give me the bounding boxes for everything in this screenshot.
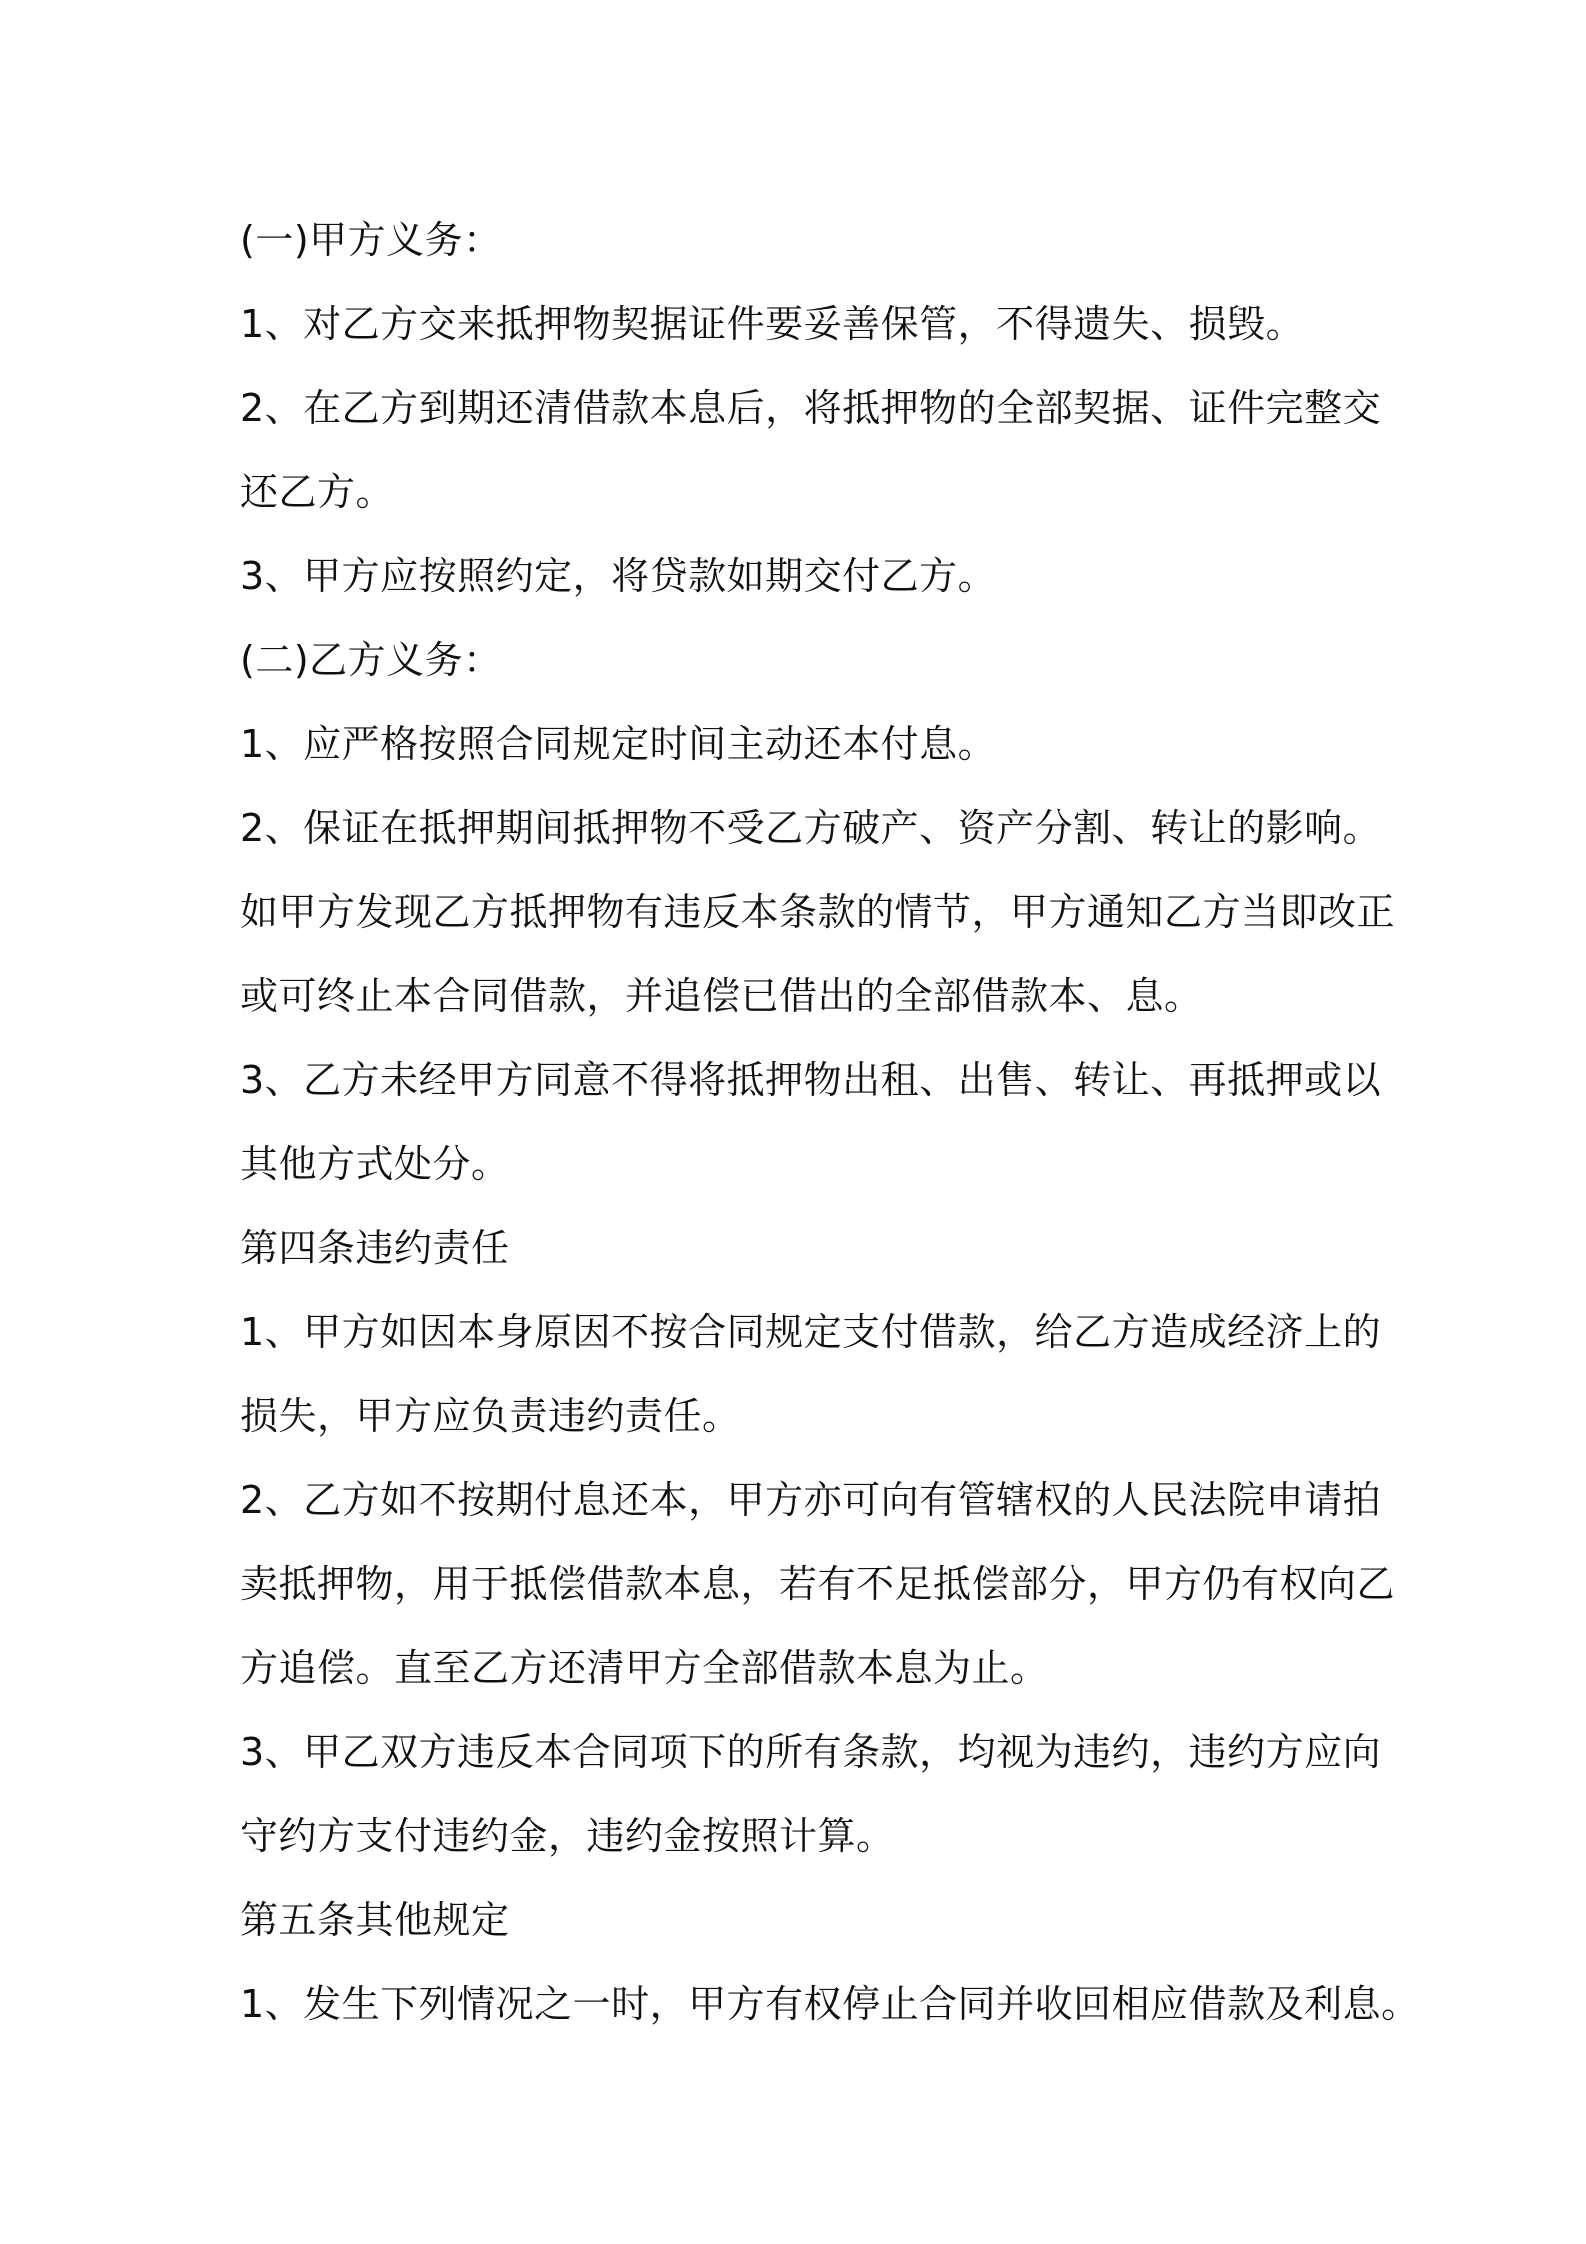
text-line: 如甲方发现乙方抵押物有违反本条款的情节，甲方通知乙方当即改正 bbox=[240, 890, 1396, 934]
text-line: 2、乙方如不按期付息还本，甲方亦可向有管辖权的人民法院申请拍 bbox=[240, 1478, 1382, 1522]
article-heading-other-provisions: 第五条其他规定 bbox=[240, 1898, 510, 1942]
text-line: 3、甲乙双方违反本合同项下的所有条款，均视为违约，违约方应向 bbox=[240, 1730, 1382, 1774]
text-line: 或可终止本合同借款，并追偿已借出的全部借款本、息。 bbox=[240, 974, 1203, 1018]
text-line: 3、甲方应按照约定，将贷款如期交付乙方。 bbox=[240, 554, 997, 598]
text-line: 1、甲方如因本身原因不按合同规定支付借款，给乙方造成经济上的 bbox=[240, 1310, 1382, 1354]
text-line: 损失，甲方应负责违约责任。 bbox=[240, 1394, 741, 1438]
text-line: 还乙方。 bbox=[240, 470, 395, 514]
text-line: 其他方式处分。 bbox=[240, 1142, 510, 1186]
text-line: 1、发生下列情况之一时，甲方有权停止合同并收回相应借款及利息。 bbox=[240, 1982, 1420, 2026]
section-heading-party-a-obligations: (一)甲方义务： bbox=[240, 218, 502, 262]
text-line: 1、对乙方交来抵押物契据证件要妥善保管，不得遗失、损毁。 bbox=[240, 302, 1305, 346]
text-line: 卖抵押物，用于抵偿借款本息，若有不足抵偿部分，甲方仍有权向乙 bbox=[240, 1562, 1396, 1606]
section-heading-party-b-obligations: (二)乙方义务： bbox=[240, 638, 502, 682]
article-heading-liability: 第四条违约责任 bbox=[240, 1226, 510, 1270]
text-line: 3、乙方未经甲方同意不得将抵押物出租、出售、转让、再抵押或以 bbox=[240, 1058, 1382, 1102]
text-line: 2、在乙方到期还清借款本息后，将抵押物的全部契据、证件完整交 bbox=[240, 386, 1382, 430]
text-line: 守约方支付违约金，违约金按照计算。 bbox=[240, 1814, 895, 1858]
document-body bbox=[240, 198, 1420, 2046]
text-line: 2、保证在抵押期间抵押物不受乙方破产、资产分割、转让的影响。 bbox=[240, 806, 1382, 850]
text-line: 方追偿。直至乙方还清甲方全部借款本息为止。 bbox=[240, 1646, 1049, 1690]
text-line: 1、应严格按照合同规定时间主动还本付息。 bbox=[240, 722, 997, 766]
